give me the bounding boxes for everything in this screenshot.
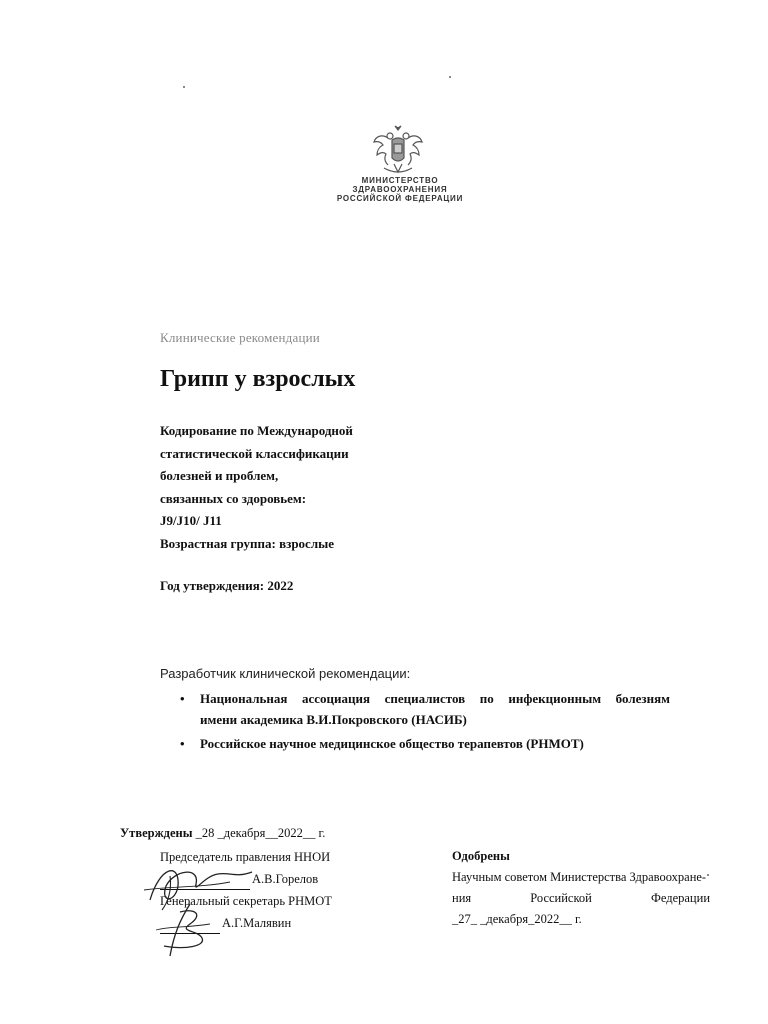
chair-signature-line <box>160 868 400 890</box>
developer-line: Российское научное медицинское общество терапевтов (РНМОТ) <box>200 736 584 751</box>
age-group: Возрастная группа: взрослые <box>160 535 335 551</box>
ministry-line: ЗДРАВООХРАНЕНИЯ <box>352 185 448 194</box>
approval-year: Год утверждения: 2022 <box>160 578 294 593</box>
scan-speck <box>183 86 185 88</box>
endorsement-block <box>452 846 710 930</box>
secretary-title: Генеральный секретарь РНМОТ <box>160 894 332 908</box>
developer-line: Национальная ассоциация специалистов по инфекционным болезням <box>200 691 670 706</box>
developers-heading: Разработчик клинической рекомендации: <box>160 666 411 681</box>
approval-date: _28 _декабря__2022__ г. <box>192 826 326 840</box>
bullet-icon: • <box>180 736 185 751</box>
document-title: Грипп у взрослых <box>160 366 356 392</box>
signature-underline <box>160 875 250 890</box>
icd-line: связанных со здоровьем: <box>160 490 307 506</box>
endorsement-title: Одобрены <box>452 849 510 863</box>
ministry-line: МИНИСТЕРСТВО <box>361 176 439 185</box>
endorsement-word: Федерации <box>650 891 711 905</box>
scan-speck <box>449 76 451 78</box>
endorsement-line <box>452 888 710 909</box>
endorsement-date: _27_ _декабря_2022__ г. <box>452 912 582 926</box>
approval-line <box>120 826 325 841</box>
signature-underline <box>160 919 220 934</box>
endorsement-line: Научным советом Министерства Здравоохране- <box>452 870 707 884</box>
icd-line: болезней и проблем, <box>160 468 279 483</box>
icd-codes: J9/J10/ J11 <box>160 513 222 528</box>
document-type: Клинические рекомендации <box>160 330 320 345</box>
signatures-block <box>160 846 400 934</box>
ministry-line: РОССИЙСКОЙ ФЕДЕРАЦИИ <box>336 194 464 203</box>
list-item <box>180 733 670 754</box>
endorsement-word: ния <box>452 891 472 905</box>
endorsement-word: Российской <box>530 891 592 905</box>
secretary-name: А.Г.Малявин <box>222 916 292 930</box>
bullet-icon: • <box>180 691 185 706</box>
chair-name: А.В.Горелов <box>252 872 319 886</box>
chair-title: Председатель правления ННОИ <box>160 850 331 864</box>
secretary-signature-line <box>160 912 400 934</box>
list-item <box>180 688 670 730</box>
icd-coding-block <box>160 420 580 555</box>
developer-line: имени академика В.И.Покровского (НАСИБ) <box>200 712 467 727</box>
icd-line: Кодирование по Международной <box>160 423 353 438</box>
approval-label: Утверждены <box>120 826 193 840</box>
ministry-name <box>300 176 500 203</box>
double-headed-eagle-icon <box>370 124 426 178</box>
developers-list <box>180 688 670 757</box>
icd-line: статистической классификации <box>160 445 349 461</box>
